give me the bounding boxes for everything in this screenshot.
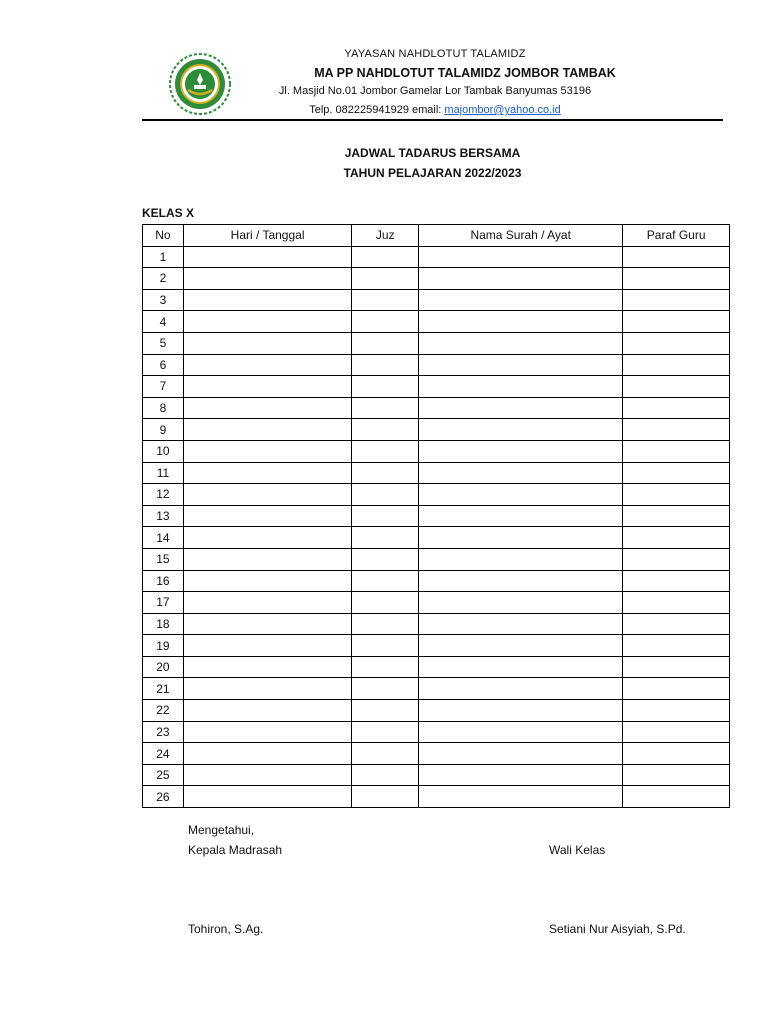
row-number: 9: [143, 419, 184, 441]
row-number: 10: [143, 440, 184, 462]
empty-cell: [352, 635, 419, 657]
empty-cell: [419, 786, 623, 808]
school-logo: [168, 52, 232, 116]
empty-cell: [352, 786, 419, 808]
empty-cell: [352, 332, 419, 354]
empty-cell: [352, 592, 419, 614]
empty-cell: [352, 311, 419, 333]
empty-cell: [419, 527, 623, 549]
empty-cell: [623, 505, 730, 527]
empty-cell: [623, 376, 730, 398]
empty-cell: [352, 613, 419, 635]
empty-cell: [623, 268, 730, 290]
empty-cell: [419, 678, 623, 700]
empty-cell: [352, 462, 419, 484]
table-row: [143, 743, 730, 765]
empty-cell: [352, 440, 419, 462]
table-row: [143, 656, 730, 678]
empty-cell: [419, 721, 623, 743]
row-number: 14: [143, 527, 184, 549]
column-header: Hari / Tanggal: [183, 225, 351, 247]
table-row: [143, 354, 730, 376]
empty-cell: [352, 397, 419, 419]
empty-cell: [183, 764, 351, 786]
column-header: Paraf Guru: [623, 225, 730, 247]
empty-cell: [352, 376, 419, 398]
header-divider: [142, 119, 723, 121]
row-number: 8: [143, 397, 184, 419]
empty-cell: [419, 764, 623, 786]
row-number: 23: [143, 721, 184, 743]
empty-cell: [419, 613, 623, 635]
empty-cell: [623, 678, 730, 700]
table-row: [143, 505, 730, 527]
empty-cell: [623, 527, 730, 549]
empty-cell: [183, 289, 351, 311]
table-row: [143, 548, 730, 570]
empty-cell: [183, 570, 351, 592]
empty-cell: [352, 527, 419, 549]
empty-cell: [419, 268, 623, 290]
empty-cell: [419, 289, 623, 311]
table-row: [143, 635, 730, 657]
table-row: [143, 592, 730, 614]
row-number: 13: [143, 505, 184, 527]
row-number: 7: [143, 376, 184, 398]
empty-cell: [623, 613, 730, 635]
acknowledged-label: Mengetahui,: [188, 823, 255, 837]
empty-cell: [419, 484, 623, 506]
row-number: 1: [143, 246, 184, 268]
table-row: [143, 678, 730, 700]
row-number: 21: [143, 678, 184, 700]
empty-cell: [419, 354, 623, 376]
empty-cell: [352, 656, 419, 678]
table-row: [143, 311, 730, 333]
empty-cell: [183, 246, 351, 268]
empty-cell: [623, 656, 730, 678]
row-number: 3: [143, 289, 184, 311]
empty-cell: [623, 570, 730, 592]
empty-cell: [623, 764, 730, 786]
empty-cell: [183, 505, 351, 527]
column-header: No: [143, 225, 184, 247]
empty-cell: [623, 786, 730, 808]
empty-cell: [352, 354, 419, 376]
empty-cell: [183, 527, 351, 549]
column-header: Juz: [352, 225, 419, 247]
empty-cell: [623, 462, 730, 484]
empty-cell: [419, 505, 623, 527]
empty-cell: [183, 656, 351, 678]
row-number: 2: [143, 268, 184, 290]
empty-cell: [419, 332, 623, 354]
empty-cell: [352, 289, 419, 311]
contact-line: [240, 104, 630, 116]
empty-cell: [623, 246, 730, 268]
empty-cell: [183, 592, 351, 614]
empty-cell: [419, 246, 623, 268]
empty-cell: [623, 289, 730, 311]
empty-cell: [419, 635, 623, 657]
empty-cell: [352, 505, 419, 527]
empty-cell: [419, 419, 623, 441]
empty-cell: [623, 397, 730, 419]
table-row: [143, 484, 730, 506]
row-number: 20: [143, 656, 184, 678]
table-row: [143, 786, 730, 808]
empty-cell: [623, 440, 730, 462]
empty-cell: [352, 721, 419, 743]
homeroom-name: Setiani Nur Aisyiah, S.Pd.: [549, 922, 686, 936]
empty-cell: [623, 592, 730, 614]
table-row: [143, 700, 730, 722]
table-row: [143, 268, 730, 290]
empty-cell: [623, 548, 730, 570]
empty-cell: [352, 700, 419, 722]
empty-cell: [183, 721, 351, 743]
table-row: [143, 289, 730, 311]
empty-cell: [419, 397, 623, 419]
table-row: [143, 764, 730, 786]
phone-label: Telp. 082225941929 email:: [309, 104, 445, 116]
empty-cell: [352, 548, 419, 570]
empty-cell: [183, 743, 351, 765]
empty-cell: [183, 332, 351, 354]
empty-cell: [183, 419, 351, 441]
table-row: [143, 613, 730, 635]
table-row: [143, 462, 730, 484]
email-link[interactable]: majombor@yahoo.co.id: [444, 104, 561, 116]
column-header: Nama Surah / Ayat: [419, 225, 623, 247]
empty-cell: [352, 678, 419, 700]
empty-cell: [419, 592, 623, 614]
foundation-name: YAYASAN NAHDLOTUT TALAMIDZ: [344, 48, 526, 60]
empty-cell: [623, 419, 730, 441]
empty-cell: [419, 743, 623, 765]
empty-cell: [183, 440, 351, 462]
empty-cell: [623, 700, 730, 722]
empty-cell: [352, 268, 419, 290]
empty-cell: [352, 419, 419, 441]
empty-cell: [352, 570, 419, 592]
empty-cell: [623, 484, 730, 506]
empty-cell: [419, 548, 623, 570]
empty-cell: [183, 268, 351, 290]
empty-cell: [419, 570, 623, 592]
school-address: Jl. Masjid No.01 Jombor Gamelar Lor Tambak Banyumas 53196: [278, 85, 592, 97]
table-row: [143, 419, 730, 441]
empty-cell: [419, 656, 623, 678]
empty-cell: [183, 311, 351, 333]
empty-cell: [623, 635, 730, 657]
empty-cell: [623, 743, 730, 765]
row-number: 12: [143, 484, 184, 506]
empty-cell: [183, 354, 351, 376]
empty-cell: [419, 311, 623, 333]
row-number: 18: [143, 613, 184, 635]
principal-role: Kepala Madrasah: [188, 843, 283, 857]
empty-cell: [352, 246, 419, 268]
table-row: [143, 721, 730, 743]
row-number: 15: [143, 548, 184, 570]
empty-cell: [419, 376, 623, 398]
empty-cell: [623, 311, 730, 333]
schedule-table: [142, 224, 730, 808]
empty-cell: [419, 440, 623, 462]
empty-cell: [183, 376, 351, 398]
row-number: 11: [143, 462, 184, 484]
empty-cell: [183, 397, 351, 419]
school-name: MA PP NAHDLOTUT TALAMIDZ JOMBOR TAMBAK: [314, 66, 616, 80]
table-row: [143, 570, 730, 592]
table-header-row: [143, 225, 730, 247]
empty-cell: [623, 332, 730, 354]
empty-cell: [623, 354, 730, 376]
row-number: 22: [143, 700, 184, 722]
row-number: 4: [143, 311, 184, 333]
empty-cell: [183, 484, 351, 506]
table-row: [143, 376, 730, 398]
table-row: [143, 246, 730, 268]
table-row: [143, 397, 730, 419]
table-row: [143, 332, 730, 354]
document-subtitle: TAHUN PELAJARAN 2022/2023: [343, 166, 522, 180]
row-number: 26: [143, 786, 184, 808]
table-row: [143, 527, 730, 549]
empty-cell: [352, 764, 419, 786]
row-number: 6: [143, 354, 184, 376]
table-row: [143, 440, 730, 462]
empty-cell: [183, 613, 351, 635]
row-number: 24: [143, 743, 184, 765]
empty-cell: [183, 700, 351, 722]
row-number: 17: [143, 592, 184, 614]
principal-name: Tohiron, S.Ag.: [188, 922, 264, 936]
row-number: 16: [143, 570, 184, 592]
empty-cell: [183, 786, 351, 808]
empty-cell: [419, 462, 623, 484]
empty-cell: [183, 462, 351, 484]
empty-cell: [183, 548, 351, 570]
class-label: KELAS X: [142, 206, 195, 220]
empty-cell: [419, 700, 623, 722]
empty-cell: [183, 678, 351, 700]
empty-cell: [352, 484, 419, 506]
empty-cell: [183, 635, 351, 657]
row-number: 5: [143, 332, 184, 354]
row-number: 19: [143, 635, 184, 657]
row-number: 25: [143, 764, 184, 786]
empty-cell: [352, 743, 419, 765]
document-title: JADWAL TADARUS BERSAMA: [344, 146, 521, 160]
empty-cell: [623, 721, 730, 743]
homeroom-role: Wali Kelas: [549, 843, 606, 857]
